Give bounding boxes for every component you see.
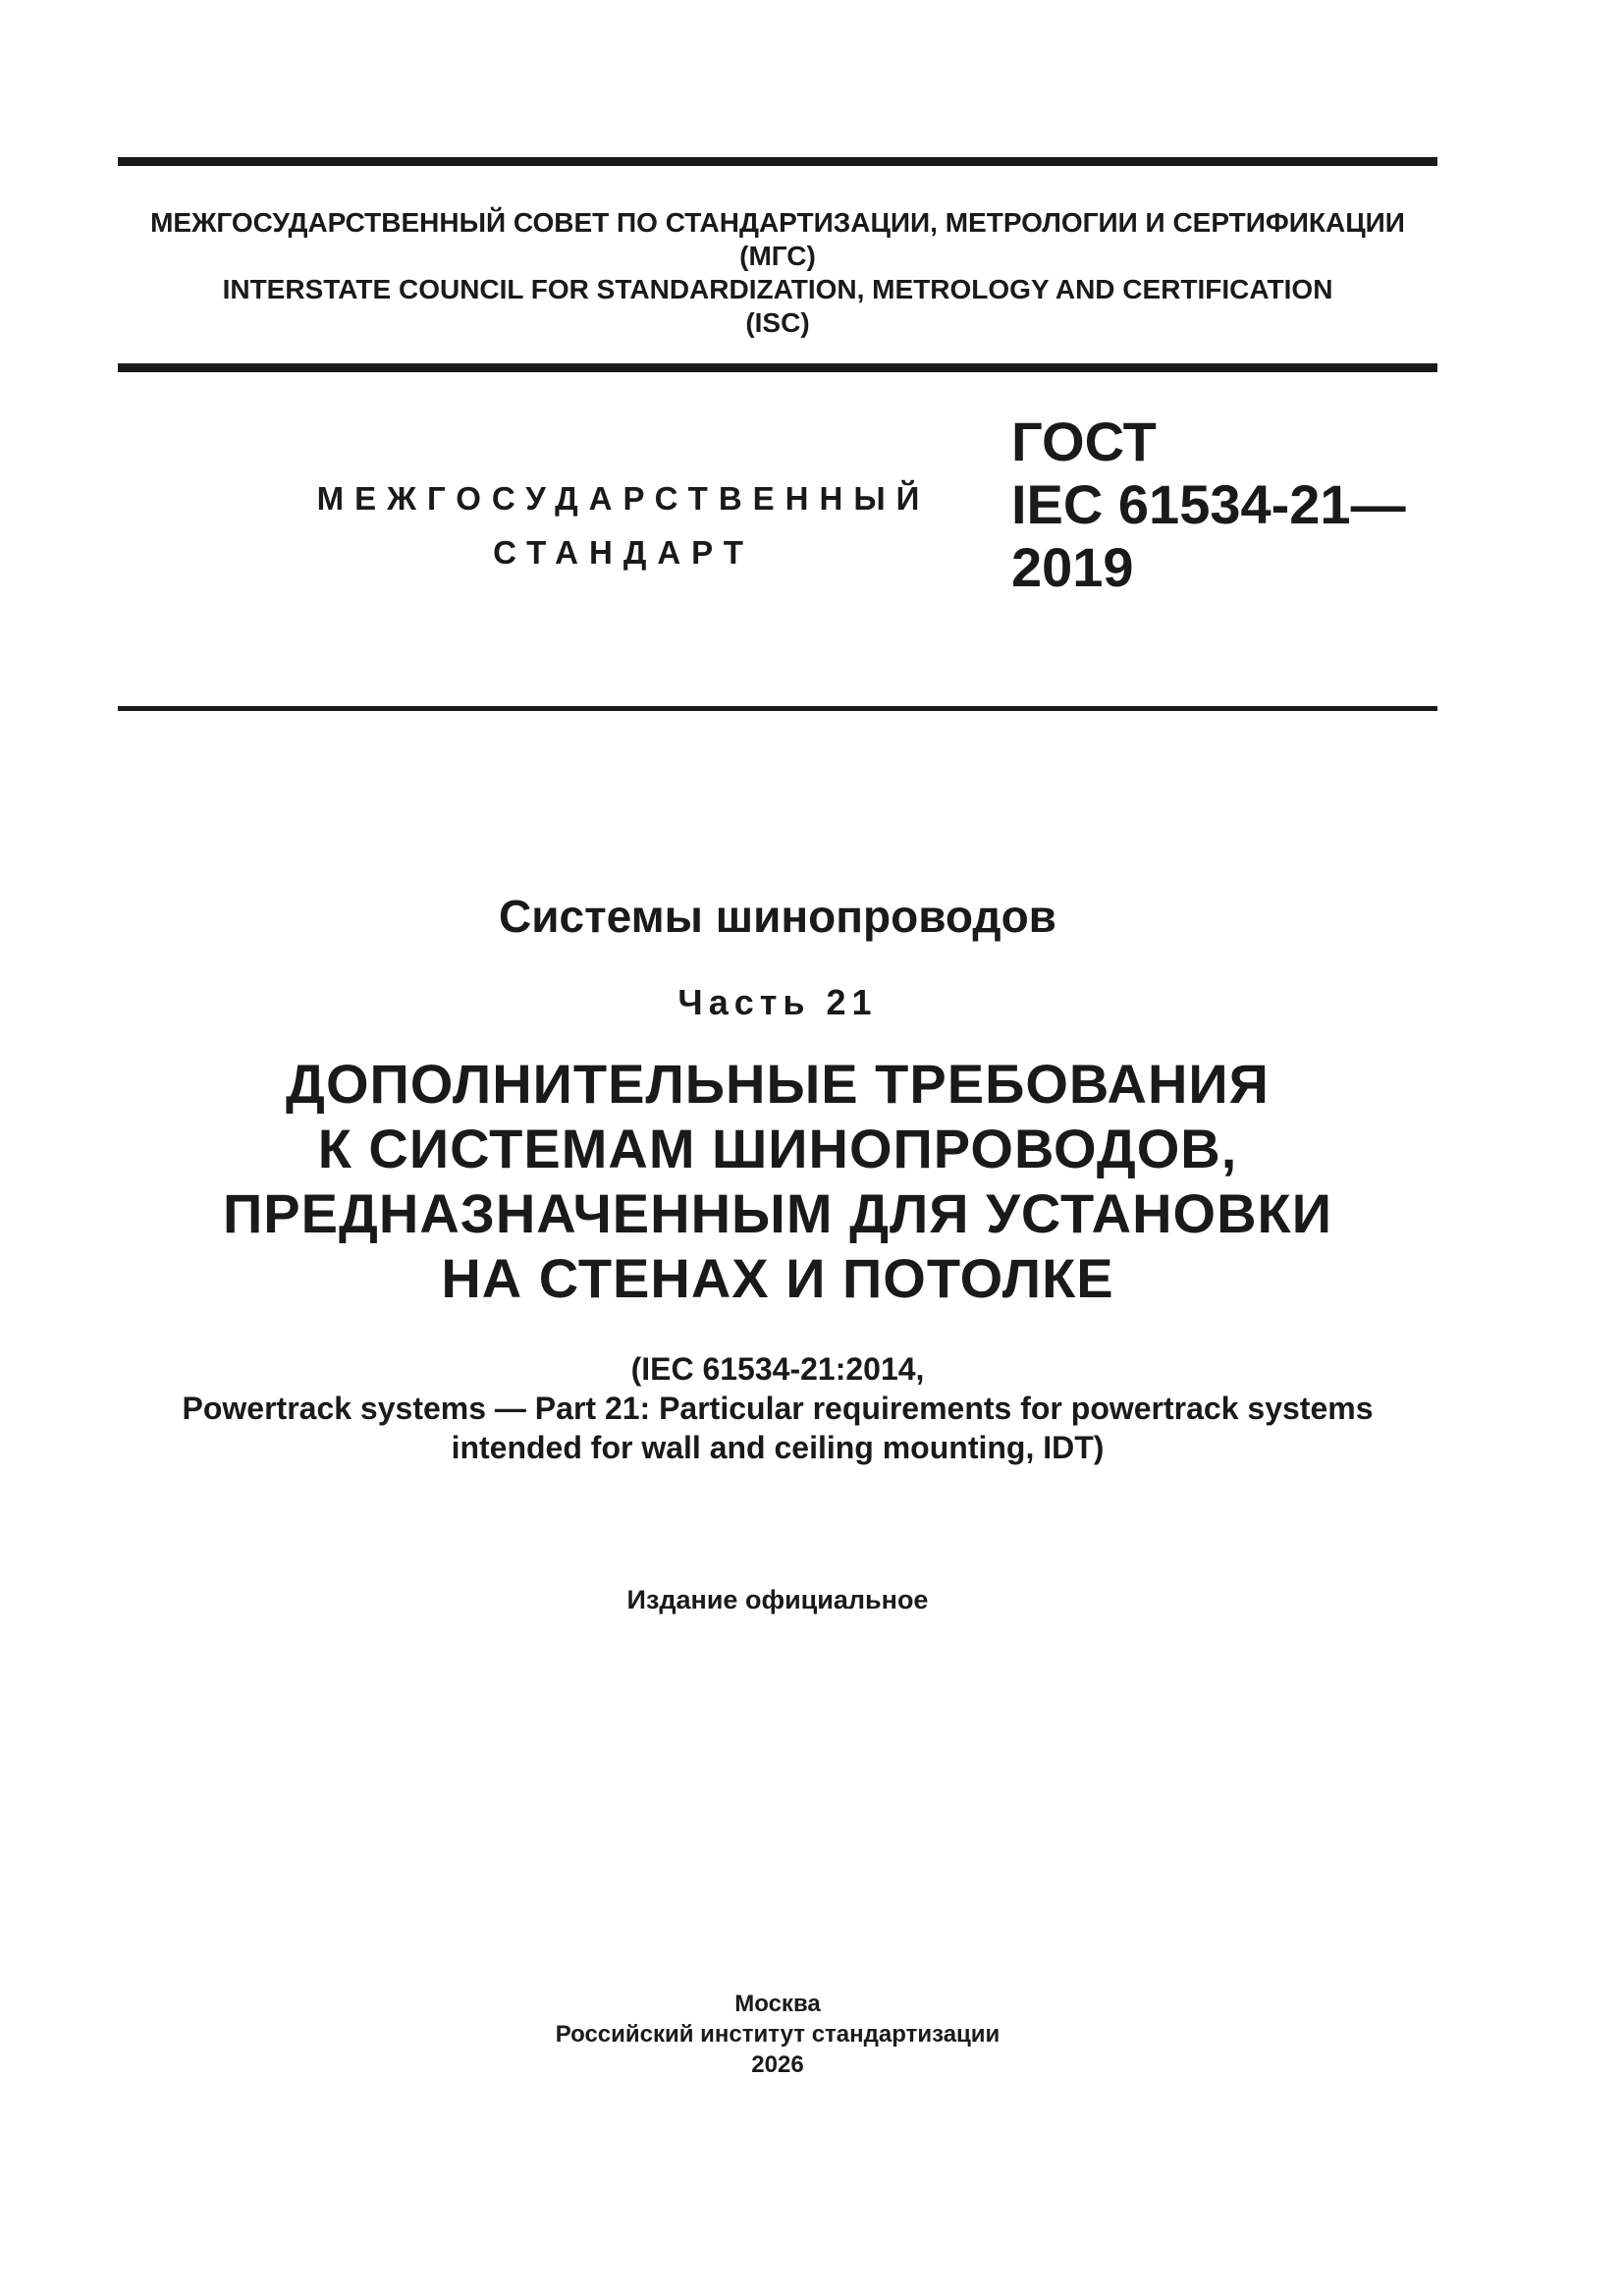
main-title-line-4: НА СТЕНАХ И ПОТОЛКЕ xyxy=(441,1247,1114,1309)
original-ref-line-3: intended for wall and ceiling mounting, IDT) xyxy=(451,1430,1105,1465)
council-header xyxy=(118,206,1437,340)
main-title xyxy=(118,1052,1437,1311)
publisher-year: 2026 xyxy=(751,2051,804,2078)
gost-code-line-2: IEC 61534-21— xyxy=(1011,473,1406,535)
standard-type-line-2: СТАНДАРТ xyxy=(493,534,754,571)
series-title: Системы шинопроводов xyxy=(499,891,1056,942)
publisher-city: Москва xyxy=(734,1991,821,2017)
main-title-line-3: ПРЕДНАЗНАЧЕННЫМ ДЛЯ УСТАНОВКИ xyxy=(223,1182,1332,1244)
publisher-block xyxy=(118,1989,1437,2080)
council-abbr-en: (ISC) xyxy=(745,307,810,338)
gost-code-line-3: 2019 xyxy=(1011,536,1134,598)
main-title-line-2: К СИСТЕМАМ ШИНОПРОВОДОВ, xyxy=(317,1118,1238,1179)
standard-type-line-1: МЕЖГОСУДАРСТВЕННЫЙ xyxy=(316,480,931,517)
council-abbr-ru: (МГС) xyxy=(739,241,816,271)
top-rule xyxy=(118,157,1437,166)
original-ref-line-2: Powertrack systems — Part 21: Particular requirements for powertrack systems xyxy=(182,1391,1374,1426)
main-title-line-1: ДОПОЛНИТЕЛЬНЫЕ ТРЕБОВАНИЯ xyxy=(286,1053,1270,1115)
part-label: Часть 21 xyxy=(677,982,878,1022)
council-name-en: INTERSTATE COUNCIL FOR STANDARDIZATION, METROLOGY AND CERTIFICATION xyxy=(222,274,1333,304)
council-name-ru: МЕЖГОСУДАРСТВЕННЫЙ СОВЕТ ПО СТАНДАРТИЗАЦИИ, МЕТРОЛОГИИ И СЕРТИФИКАЦИИ xyxy=(150,207,1405,238)
designation-bottom-rule xyxy=(118,706,1437,711)
publisher-institute: Российский институт стандартизации xyxy=(555,2021,1001,2048)
standard-type xyxy=(304,471,943,579)
header-bottom-rule xyxy=(118,363,1437,372)
original-standard-reference xyxy=(118,1349,1437,1467)
gost-code-line-1: ГОСТ xyxy=(1011,410,1157,472)
original-ref-line-1: (IEC 61534-21:2014, xyxy=(630,1351,925,1387)
gost-designation xyxy=(1011,410,1443,599)
edition-label: Издание официальное xyxy=(626,1585,929,1614)
